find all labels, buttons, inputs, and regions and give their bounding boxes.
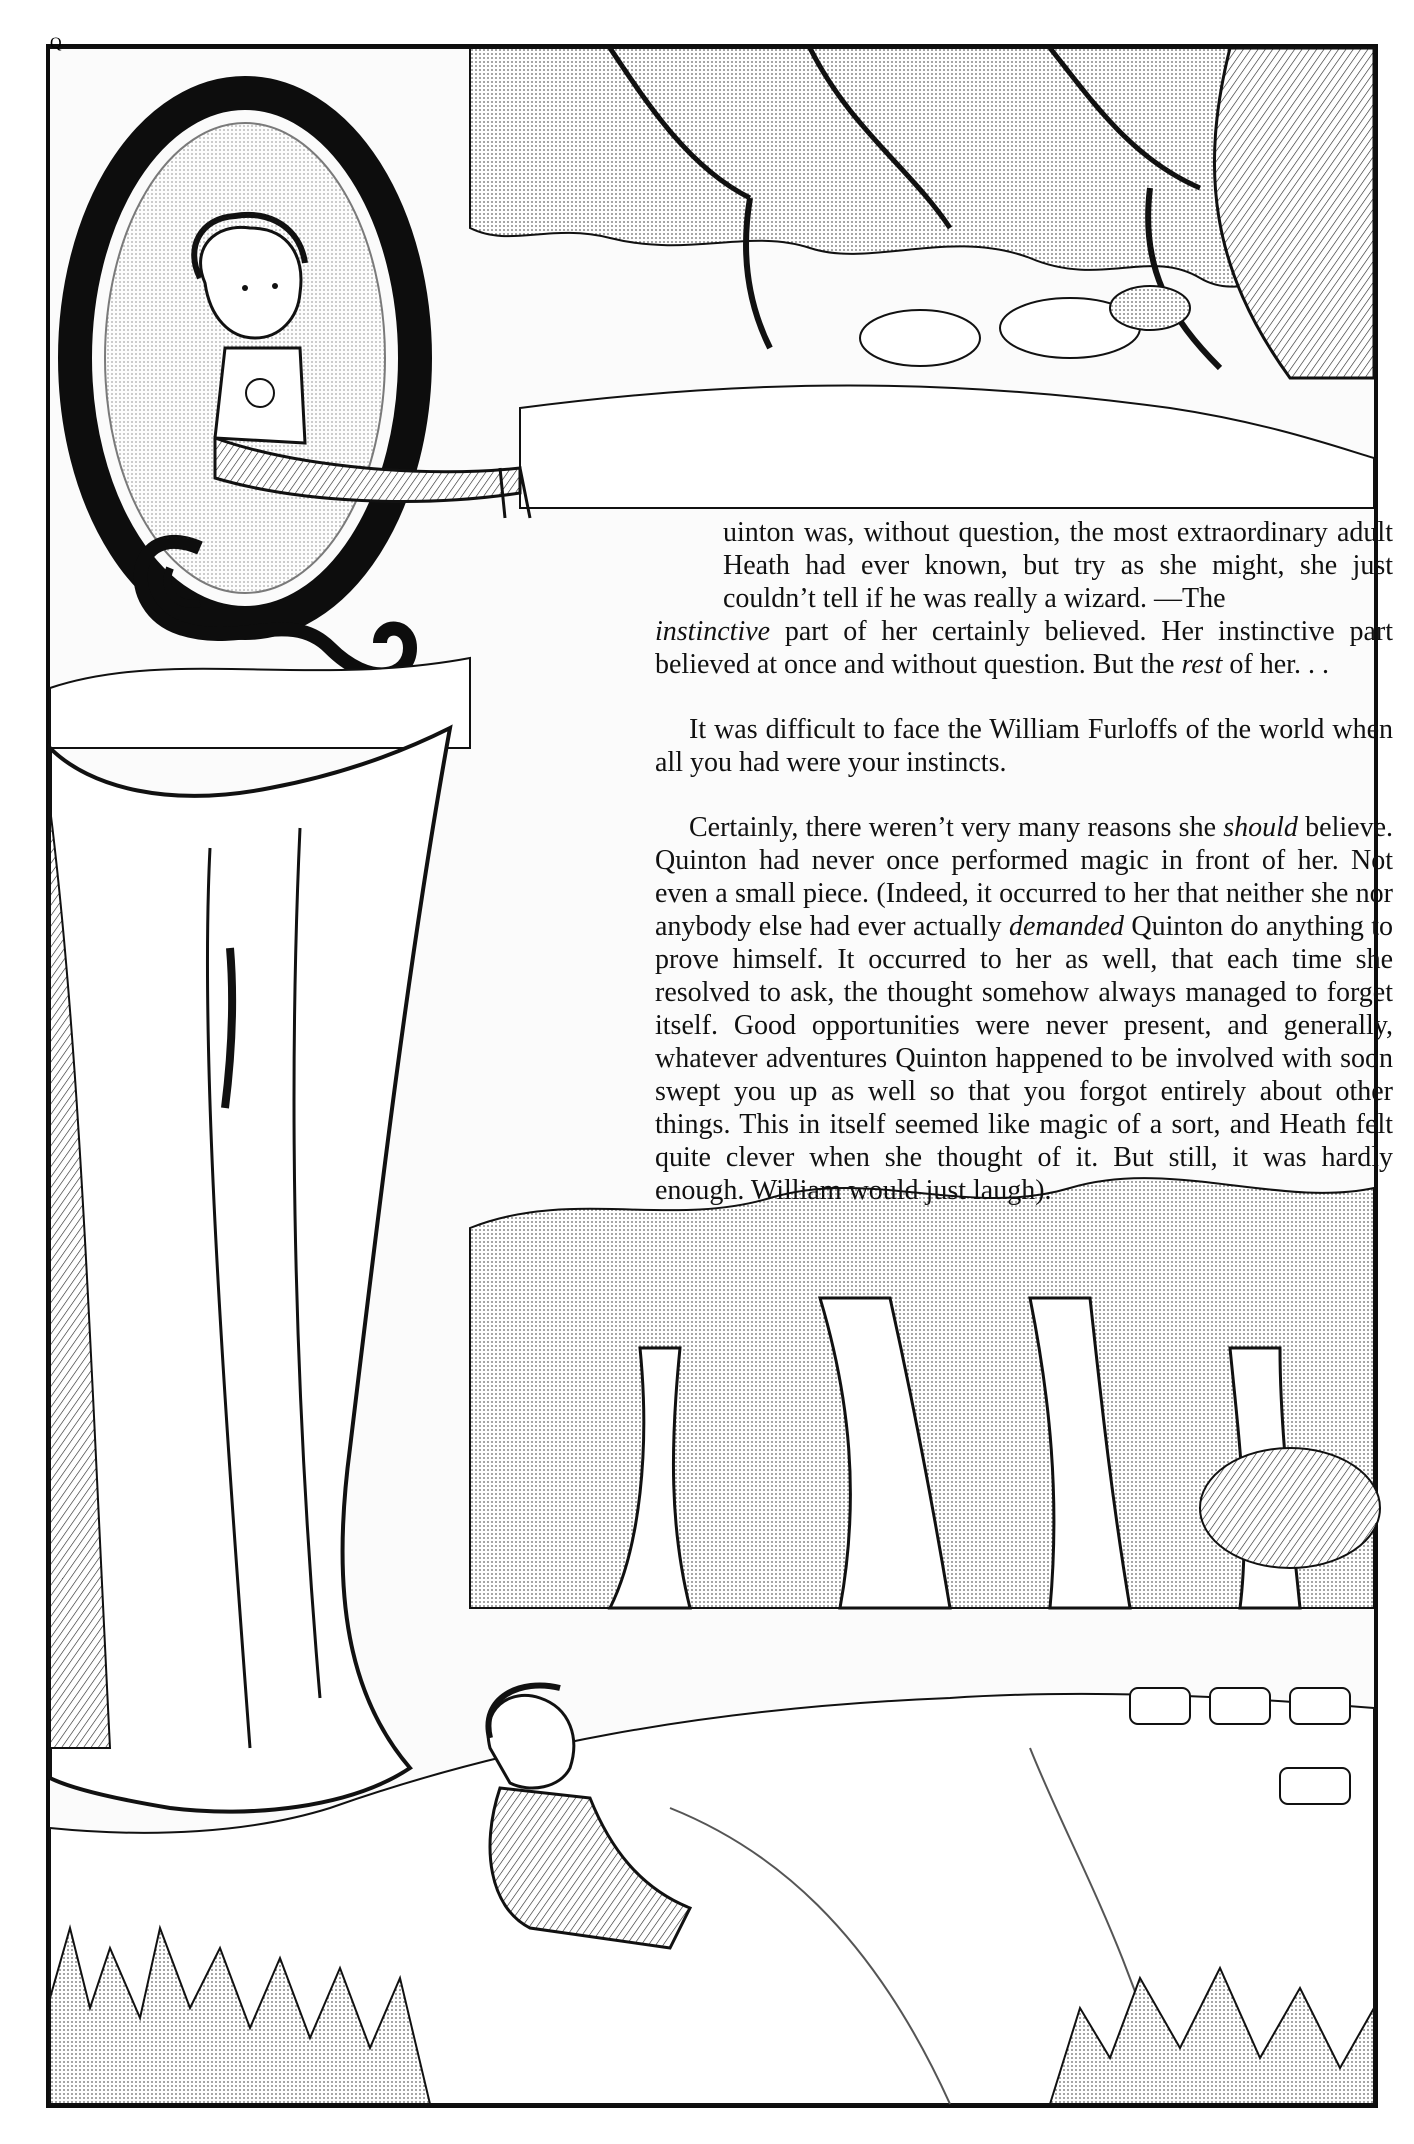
large-tree-trunk (50, 728, 450, 1812)
story-text (655, 516, 1393, 1239)
paragraph-1 (655, 516, 1393, 681)
paragraph-1-segment-1: instinctive (655, 616, 771, 647)
paragraph-1-segment-3: rest (1181, 649, 1223, 680)
drop-cap-letter: Q (50, 35, 62, 52)
lower-forest (470, 1178, 1380, 1608)
paragraph-1-segment-2: part of her certainly believed. Her instinctive part believed at once and without question. But the (655, 616, 1393, 680)
meadow-grass (50, 658, 470, 748)
paragraph-1-lead: uinton was, without question, the most extraordinary adult Heath had ever known, but try as she might, she just couldn’t tell if he was really a wizard. —The (723, 517, 1393, 614)
paragraph-3-segment-2: should (1223, 812, 1298, 843)
illustrated-panel (46, 35, 1394, 2108)
paragraph-3 (655, 811, 1393, 1207)
paragraph-1-segment-4: of her. . . (1222, 649, 1329, 680)
paragraph-3-segment-4: demanded (1008, 911, 1125, 942)
paragraph-3-segment-3: believe. Quinton had never once performed magic in front of her. Not even a small piece. (Indeed, it occurred to her that neither she nor anybody else had ever actually (655, 812, 1393, 942)
paragraph-2 (655, 713, 1393, 779)
paragraph-3-segment-1: Certainly, there weren’t very many reasons she (689, 812, 1224, 843)
paragraph-2-segment-1: It was difficult to face the William Furloffs of the world when all you had were your instincts. (655, 714, 1393, 778)
paragraph-3-segment-5: Quinton do anything to prove himself. It occurred to her as well, that each time she resolved to ask, the thought somehow always managed to forget itself. Good opportunities were never present, and generally, whatever adventures Quinton happened to be involved with soon swept you up as well so that you forgot entirely about other things. This in itself seemed like magic of a sort, and Heath felt quite clever when she thought of it. But still, it was hardly enough. William would just laugh). (655, 911, 1394, 1206)
